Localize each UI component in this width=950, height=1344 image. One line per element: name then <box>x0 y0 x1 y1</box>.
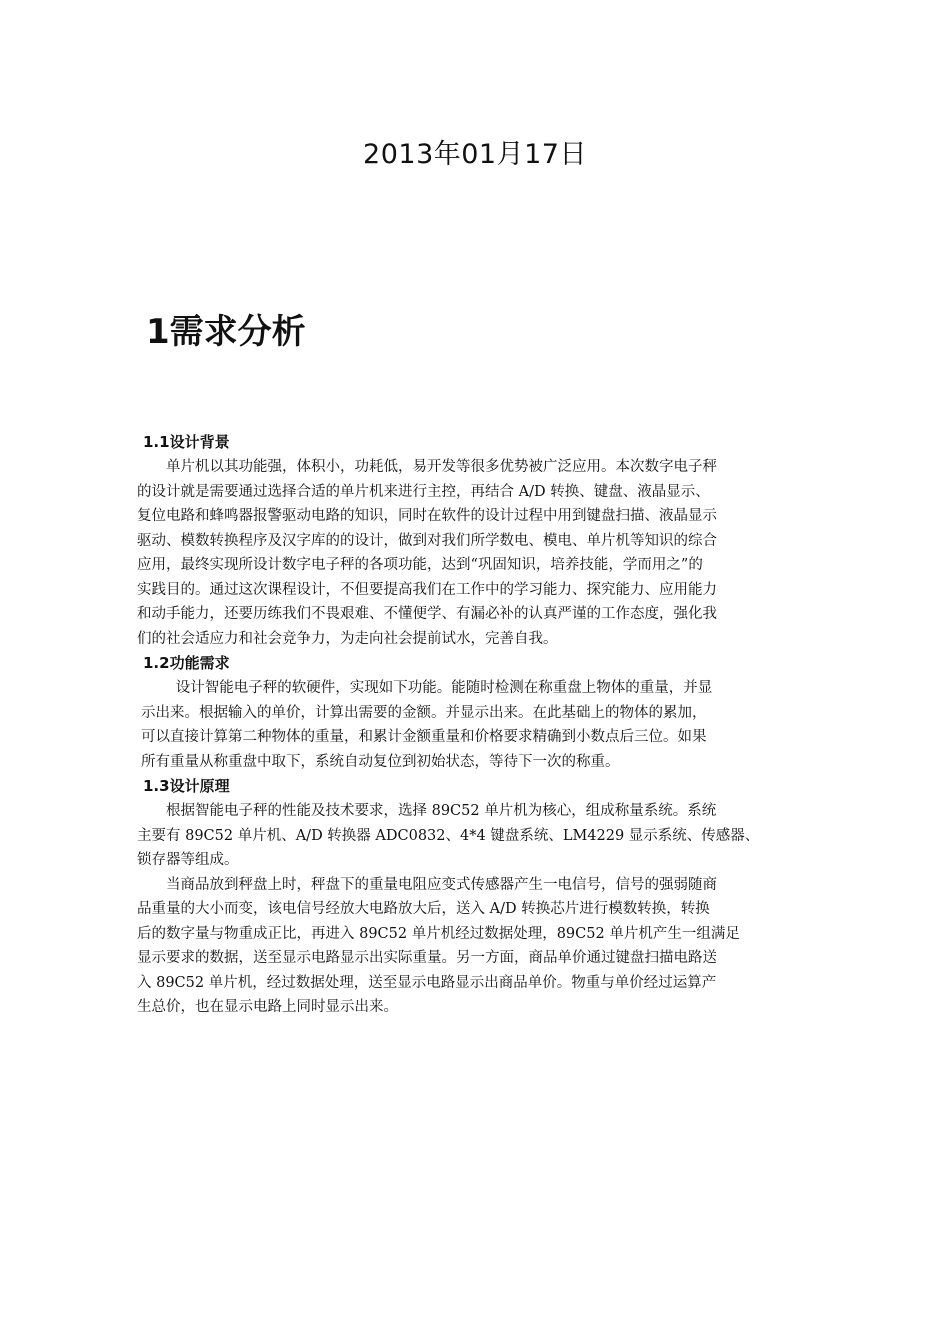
text-line: 应用，最终实现所设计数字电子秤的各项功能，达到“巩固知识，培养技能，学而用之”的 <box>137 557 703 573</box>
document-date: 2013年01月17日 <box>363 139 587 170</box>
text-line: 和动手能力，还要历练我们不畏艰难、不懂便学、有漏必补的认真严谨的工作态度，强化我 <box>137 606 717 622</box>
paragraph-functional-requirements <box>137 676 807 774</box>
text-line: 们的社会适应力和社会竞争力，为走向社会提前试水，完善自我。 <box>137 630 558 647</box>
text-line: 品重量的大小而变，该电信号经放大电路放大后，送入 A/D 转换芯片进行模数转换，转换 <box>137 901 710 917</box>
text-line: 生总价，也在显示电路上同时显示出来。 <box>137 999 398 1015</box>
text-line: 显示要求的数据，送至显示电路显示出实际重量。另一方面，商品单价通过键盘扫描电路送 <box>137 950 717 966</box>
paragraph-design-principle-operation <box>137 873 807 1020</box>
text-line: 可以直接计算第二种物体的重量，和累计金额重量和价格要求精确到小数点后三位。如果 <box>141 729 707 745</box>
text-line: 设计智能电子秤的软硬件，实现如下功能。能随时检测在称重盘上物体的重量，并显 <box>175 680 713 696</box>
paragraph-design-background <box>137 455 807 651</box>
document-body <box>137 430 807 1020</box>
section-heading-design-principle: 1.3设计原理 <box>143 777 230 795</box>
text-line: 入 89C52 单片机，经过数据处理，送至显示电路显示出商品单价。物重与单价经过运算产 <box>137 974 717 991</box>
text-line: 所有重量从称重盘中取下，系统自动复位到初始状态，等待下一次的称重。 <box>141 753 620 770</box>
text-line: 实践目的。通过这次课程设计，不但要提高我们在工作中的学习能力、探究能力、应用能力 <box>137 581 717 598</box>
text-line: 驱动、模数转换程序及汉字库的的设计，做到对我们所学数电、模电、单片机等知识的综合 <box>137 532 717 549</box>
section-heading-functional-requirements: 1.2功能需求 <box>143 654 230 672</box>
text-line: 的设计就是需要通过选择合适的单片机来进行主控，再结合 A/D 转换、键盘、液晶显示、 <box>137 483 710 500</box>
chapter-title: 1需求分析 <box>146 312 306 352</box>
text-line: 复位电路和蜂鸣器报警驱动电路的知识，同时在软件的设计过程中用到键盘扫描、液晶显示 <box>137 508 717 524</box>
text-line: 后的数字量与物重成正比，再进入 89C52 单片机经过数据处理，89C52 单片机产生一组满足 <box>137 925 740 942</box>
section-heading-design-background: 1.1设计背景 <box>143 433 230 451</box>
text-line: 当商品放到秤盘上时，秤盘下的重量电阻应变式传感器产生一电信号，信号的强弱随商 <box>166 876 717 893</box>
text-line: 主要有 89C52 单片机、A/D 转换器 ADC0832、4*4 键盘系统、LM4229 显示系统、传感器、 <box>137 827 760 844</box>
text-line: 单片机以其功能强，体积小，功耗低，易开发等很多优势被广泛应用。本次数字电子秤 <box>166 459 717 475</box>
text-line: 锁存器等组成。 <box>137 852 239 868</box>
text-line: 示出来。根据输入的单价，计算出需要的金额。并显示出来。在此基础上的物体的累加， <box>141 704 707 721</box>
paragraph-design-principle-system <box>137 799 807 873</box>
text-line: 根据智能电子秤的性能及技术要求，选择 89C52 单片机为核心，组成称量系统。系统 <box>166 803 717 819</box>
